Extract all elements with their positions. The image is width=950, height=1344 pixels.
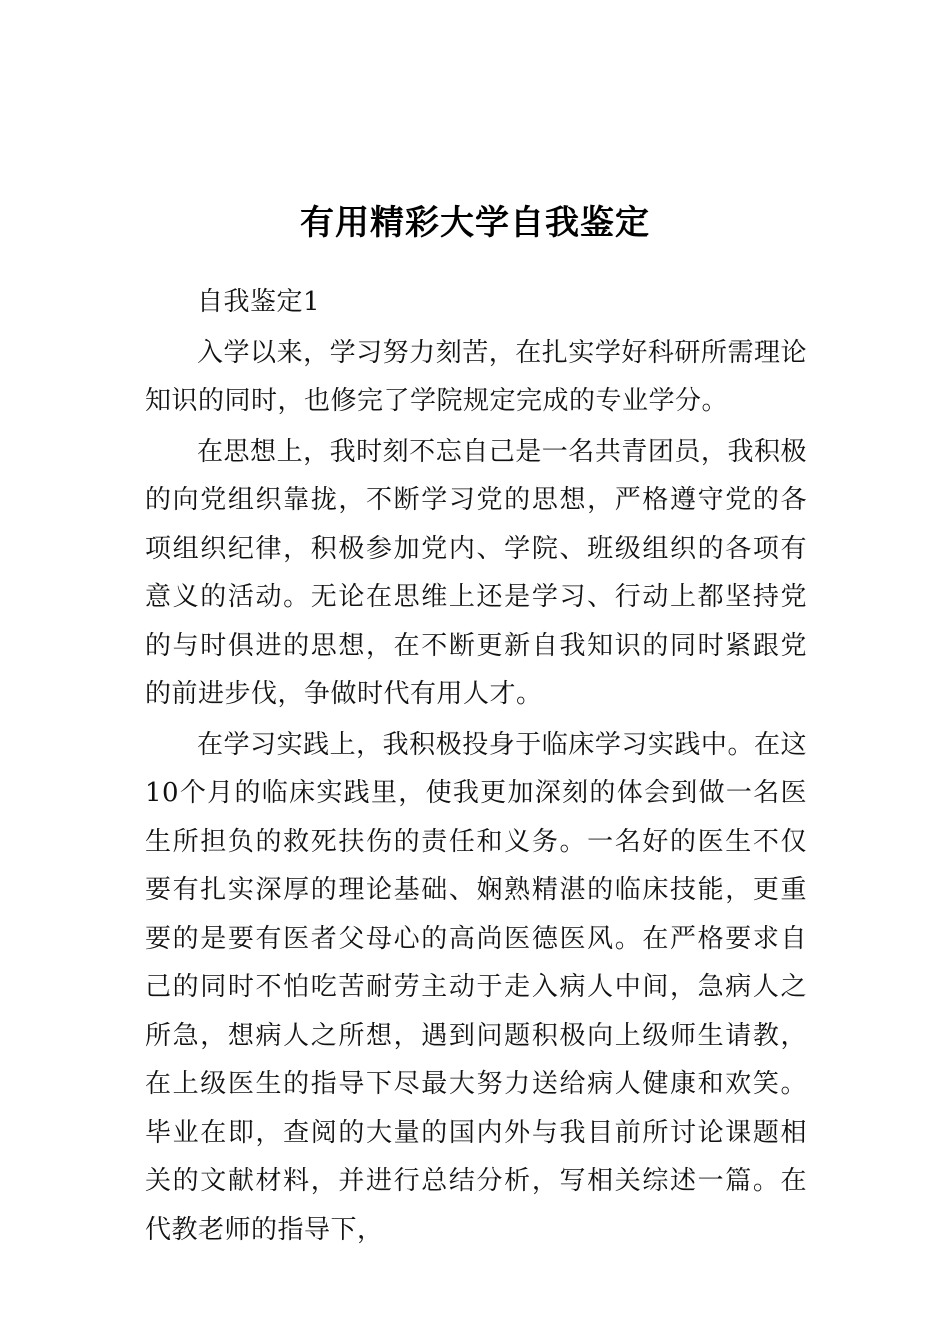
section-heading: 自我鉴定1 bbox=[197, 287, 321, 317]
document-title: 有用精彩大学自我鉴定 bbox=[300, 202, 650, 243]
document-body bbox=[145, 278, 807, 1254]
paragraph-practice: 在学习实践上，我积极投身于临床学习实践中。在这10个月的临床实践里，使我更加深刻的体会到做一名医生所担负的救死扶伤的责任和义务。一名好的医生不仅要有扎实深厚的理论基础、娴熟精湛的临床技能，更重要的是要有医者父母心的高尚医德医风。在严格要求自己的同时不怕吃苦耐劳主动于走入病人中间，急病人之所急，想病人之所想，遇到问题积极向上级师生请教，在上级医生的指导下尽最大努力送给病人健康和欢笑。毕业在即，查阅的大量的国内外与我目前所讨论课题相关的文献材料，并进行总结分析，写相关综述一篇。在代教老师的指导下， bbox=[145, 729, 807, 1245]
paragraph-intro: 入学以来，学习努力刻苦，在扎实学好科研所需理论知识的同时，也修完了学院规定完成的专业学分。 bbox=[145, 337, 807, 416]
paragraph-ideology: 在思想上，我时刻不忘自己是一名共青团员，我积极的向党组织靠拢，不断学习党的思想，严格遵守党的各项组织纪律，积极参加党内、学院、班级组织的各项有意义的活动。无论在思维上还是学习、行动上都坚持党的与时俱进的思想，在不断更新自我知识的同时紧跟党的前进步伐，争做时代有用人才。 bbox=[145, 436, 807, 709]
